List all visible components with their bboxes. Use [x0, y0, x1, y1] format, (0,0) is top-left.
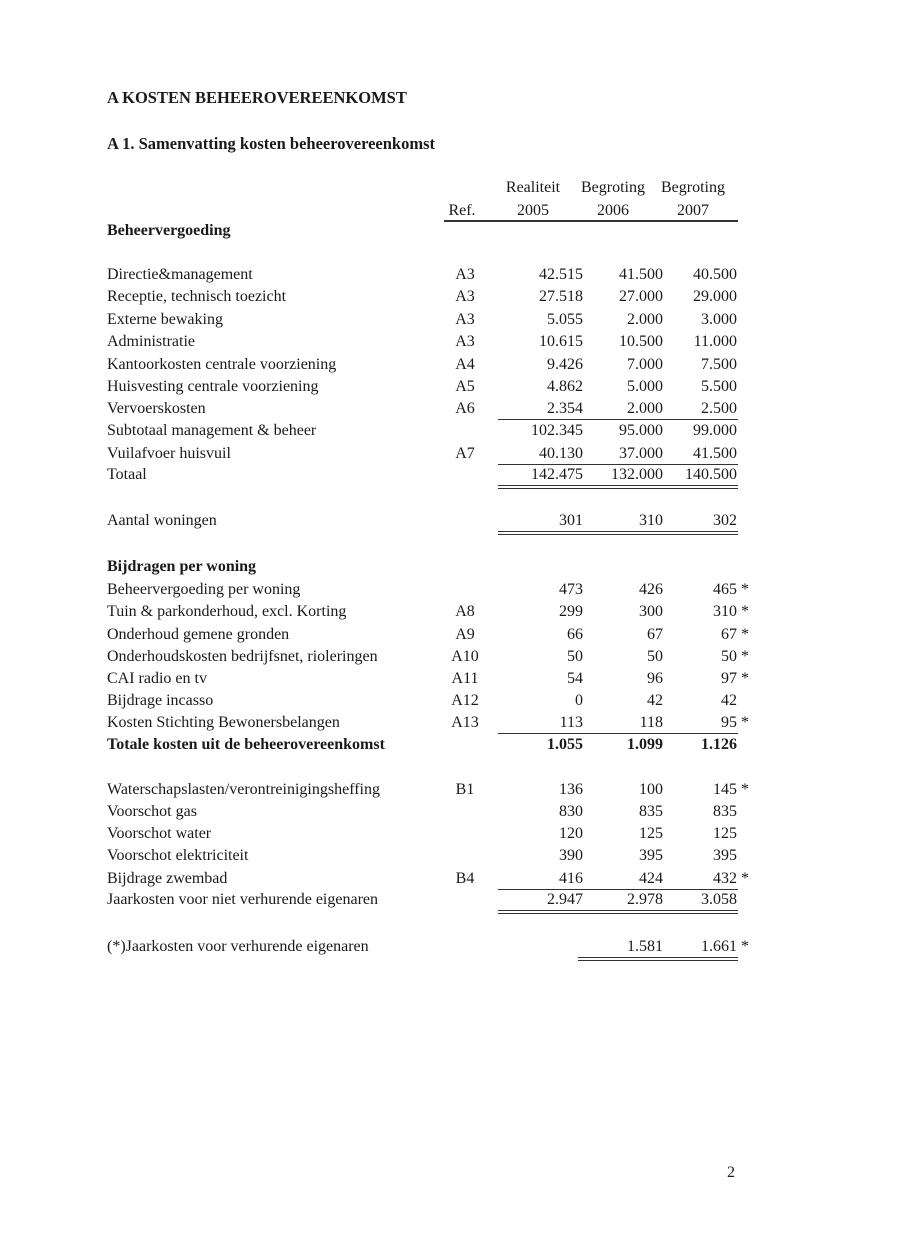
cell-v2005: 136	[559, 781, 583, 798]
cell-label: Kantoorkosten centrale voorziening	[107, 356, 337, 373]
cell-label: Bijdrage zwembad	[107, 870, 228, 887]
woningen-double-rule	[498, 531, 738, 535]
cell-v2007: 1.126	[701, 736, 737, 753]
cell-label: Beheervergoeding per woning	[107, 581, 301, 598]
cell-label: Waterschapslasten/verontreinigingsheffing	[107, 781, 380, 798]
table-row	[107, 801, 757, 823]
cell-v2006: 5.000	[627, 378, 663, 395]
cell-ref: A11	[451, 670, 479, 687]
cell-v2007: 95	[721, 714, 737, 731]
cell-ref: A3	[455, 311, 475, 328]
cell-v2007: 42	[721, 692, 737, 709]
table-row	[107, 601, 757, 623]
table-row	[107, 668, 757, 690]
cell-v2006: 424	[639, 870, 663, 887]
table-row	[107, 579, 757, 601]
cell-v2005: 50	[567, 648, 583, 665]
table-row	[107, 376, 757, 398]
cell-v2005: 42.515	[539, 266, 583, 283]
cell-ref: A5	[455, 378, 475, 395]
cell-v2006: 426	[639, 581, 663, 598]
cell-v2006: 100	[639, 781, 663, 798]
page-number: 2	[727, 1164, 735, 1181]
cell-star: *	[741, 581, 749, 598]
cell-ref: A3	[455, 288, 475, 305]
table-row	[107, 420, 757, 442]
table-row	[107, 624, 757, 646]
cell-v2007: 3.058	[701, 891, 737, 908]
cell-v2007: 310	[713, 603, 737, 620]
cell-label: Huisvesting centrale voorziening	[107, 378, 319, 395]
cell-ref: B1	[455, 781, 475, 798]
cell-ref: A12	[451, 692, 479, 709]
cell-label: Aantal woningen	[107, 512, 217, 529]
cell-v2005: 102.345	[531, 422, 583, 439]
cell-star: *	[741, 870, 749, 887]
table-row	[107, 779, 757, 801]
cell-v2006: 27.000	[619, 288, 663, 305]
cell-label: Voorschot gas	[107, 803, 197, 820]
cell-ref: A10	[451, 648, 479, 665]
cell-v2006: 95.000	[619, 422, 663, 439]
cell-v2005: 1.055	[547, 736, 583, 753]
cell-v2007: 99.000	[693, 422, 737, 439]
cell-ref: A4	[455, 356, 475, 373]
cell-v2007: 2.500	[701, 400, 737, 417]
cell-ref: A8	[455, 603, 475, 620]
cell-v2006: 67	[647, 626, 663, 643]
cell-v2007: 40.500	[693, 266, 737, 283]
section3-double-rule	[498, 910, 738, 914]
footer-double-rule	[578, 957, 738, 961]
cell-v2007: 465	[713, 581, 737, 598]
cell-star: *	[741, 603, 749, 620]
cell-v2006: 42	[647, 692, 663, 709]
cell-label: Tuin & parkonderhoud, excl. Korting	[107, 603, 347, 620]
cell-v2007: 302	[713, 512, 737, 529]
cell-v2006: 300	[639, 603, 663, 620]
cell-v2006: 2.000	[627, 400, 663, 417]
header-ref: Ref.	[448, 202, 476, 219]
cell-v2005: 4.862	[547, 378, 583, 395]
cell-v2007: 97	[721, 670, 737, 687]
cell-v2005: 142.475	[531, 466, 583, 483]
cell-v2005: 301	[559, 512, 583, 529]
header-col3-year: 2007	[677, 202, 709, 219]
cell-v2005: 390	[559, 847, 583, 864]
section-heading-beheervergoeding: Beheervergoeding	[107, 222, 231, 239]
cell-v2005: 299	[559, 603, 583, 620]
cell-star: *	[741, 648, 749, 665]
cell-v2006: 2.000	[627, 311, 663, 328]
cell-v2006: 1.581	[627, 938, 663, 955]
table-row	[107, 443, 757, 465]
cell-label: Directie&management	[107, 266, 253, 283]
cell-label: Receptie, technisch toezicht	[107, 288, 287, 305]
section3-total-rule	[498, 889, 738, 890]
cell-v2006: 1.099	[627, 736, 663, 753]
cell-v2006: 310	[639, 512, 663, 529]
cell-v2006: 10.500	[619, 333, 663, 350]
cell-v2006: 395	[639, 847, 663, 864]
table-row	[107, 690, 757, 712]
cell-v2005: 830	[559, 803, 583, 820]
cell-v2007: 1.661	[701, 938, 737, 955]
cell-label: Vervoerskosten	[107, 400, 206, 417]
cell-v2007: 835	[713, 803, 737, 820]
cell-label: CAI radio en tv	[107, 670, 207, 687]
table-row	[107, 889, 757, 911]
cell-star: *	[741, 781, 749, 798]
cell-ref: A9	[455, 626, 475, 643]
table-row	[107, 264, 757, 286]
cell-v2006: 132.000	[611, 466, 663, 483]
cell-v2007: 41.500	[693, 445, 737, 462]
cell-star: *	[741, 626, 749, 643]
table-row	[107, 712, 757, 734]
cell-v2006: 118	[639, 714, 663, 731]
cell-v2005: 9.426	[547, 356, 583, 373]
cell-v2006: 2.978	[627, 891, 663, 908]
cell-v2005: 120	[559, 825, 583, 842]
cell-v2007: 140.500	[685, 466, 737, 483]
cell-label: Bijdrage incasso	[107, 692, 214, 709]
cell-v2005: 66	[567, 626, 583, 643]
header-rule	[444, 220, 738, 222]
subtotal-rule	[498, 419, 738, 420]
table-row	[107, 646, 757, 668]
cell-v2006: 7.000	[627, 356, 663, 373]
cell-v2005: 473	[559, 581, 583, 598]
cell-v2007: 395	[713, 847, 737, 864]
table-row	[107, 331, 757, 353]
table-row	[107, 309, 757, 331]
cell-label: Onderhoud gemene gronden	[107, 626, 290, 643]
cell-v2006: 835	[639, 803, 663, 820]
section-subtitle: A 1. Samenvatting kosten beheerovereenkomst	[107, 134, 436, 153]
cell-v2005: 10.615	[539, 333, 583, 350]
cell-label: Jaarkosten voor niet verhurende eigenaren	[107, 891, 378, 908]
section-heading-bijdragen: Bijdragen per woning	[107, 558, 257, 575]
cell-star: *	[741, 938, 749, 955]
cell-v2006: 96	[647, 670, 663, 687]
cell-star: *	[741, 714, 749, 731]
woningen-row	[107, 510, 757, 532]
cell-label: Vuilafvoer huisvuil	[107, 445, 231, 462]
cell-ref: A3	[455, 333, 475, 350]
cell-label: Subtotaal management & beheer	[107, 422, 317, 439]
cell-v2007: 67	[721, 626, 737, 643]
cell-ref: A7	[455, 445, 475, 462]
cell-v2006: 125	[639, 825, 663, 842]
header-col2-top: Begroting	[581, 179, 645, 196]
section2-total-rule	[498, 733, 738, 734]
cell-ref: A6	[455, 400, 475, 417]
cell-star: *	[741, 670, 749, 687]
table-row	[107, 286, 757, 308]
cell-label: Voorschot elektriciteit	[107, 847, 249, 864]
table-row	[107, 868, 757, 890]
cell-v2005: 0	[575, 692, 583, 709]
cell-label: Kosten Stichting Bewonersbelangen	[107, 714, 340, 731]
document-title: A KOSTEN BEHEEROVEREENKOMST	[107, 88, 407, 107]
cell-v2006: 37.000	[619, 445, 663, 462]
cell-v2007: 125	[713, 825, 737, 842]
header-col2-year: 2006	[597, 202, 629, 219]
cell-v2007: 11.000	[693, 333, 737, 350]
header-col3-top: Begroting	[661, 179, 725, 196]
total-rule	[498, 464, 738, 465]
cell-v2005: 113	[559, 714, 583, 731]
cell-v2007: 145	[713, 781, 737, 798]
cell-v2005: 5.055	[547, 311, 583, 328]
table-row	[107, 845, 757, 867]
cell-label: Totale kosten uit de beheerovereenkomst	[107, 736, 385, 753]
total-double-rule	[498, 485, 738, 489]
cell-label: (*)Jaarkosten voor verhurende eigenaren	[107, 938, 369, 955]
cell-v2007: 29.000	[693, 288, 737, 305]
table-row	[107, 464, 757, 486]
cell-ref: A3	[455, 266, 475, 283]
table-row	[107, 398, 757, 420]
cell-v2006: 50	[647, 648, 663, 665]
footer-row	[107, 936, 757, 958]
cell-v2005: 416	[559, 870, 583, 887]
cell-label: Externe bewaking	[107, 311, 223, 328]
table-row	[107, 823, 757, 845]
cell-ref: B4	[455, 870, 475, 887]
cell-v2005: 2.947	[547, 891, 583, 908]
header-col1-year: 2005	[517, 202, 549, 219]
cell-v2005: 27.518	[539, 288, 583, 305]
cell-v2005: 2.354	[547, 400, 583, 417]
cell-ref: A13	[451, 714, 479, 731]
cell-label: Onderhoudskosten bedrijfsnet, rioleringen	[107, 648, 378, 665]
cell-v2007: 3.000	[701, 311, 737, 328]
section2-total-row	[107, 734, 757, 756]
cell-v2006: 41.500	[619, 266, 663, 283]
cell-label: Totaal	[107, 466, 147, 483]
cell-v2007: 5.500	[701, 378, 737, 395]
cell-v2007: 7.500	[701, 356, 737, 373]
cell-v2007: 432	[713, 870, 737, 887]
table-row	[107, 354, 757, 376]
cell-label: Voorschot water	[107, 825, 212, 842]
header-col1-top: Realiteit	[505, 179, 561, 196]
cell-v2005: 40.130	[539, 445, 583, 462]
cell-label: Administratie	[107, 333, 195, 350]
cell-v2005: 54	[567, 670, 583, 687]
cell-v2007: 50	[721, 648, 737, 665]
